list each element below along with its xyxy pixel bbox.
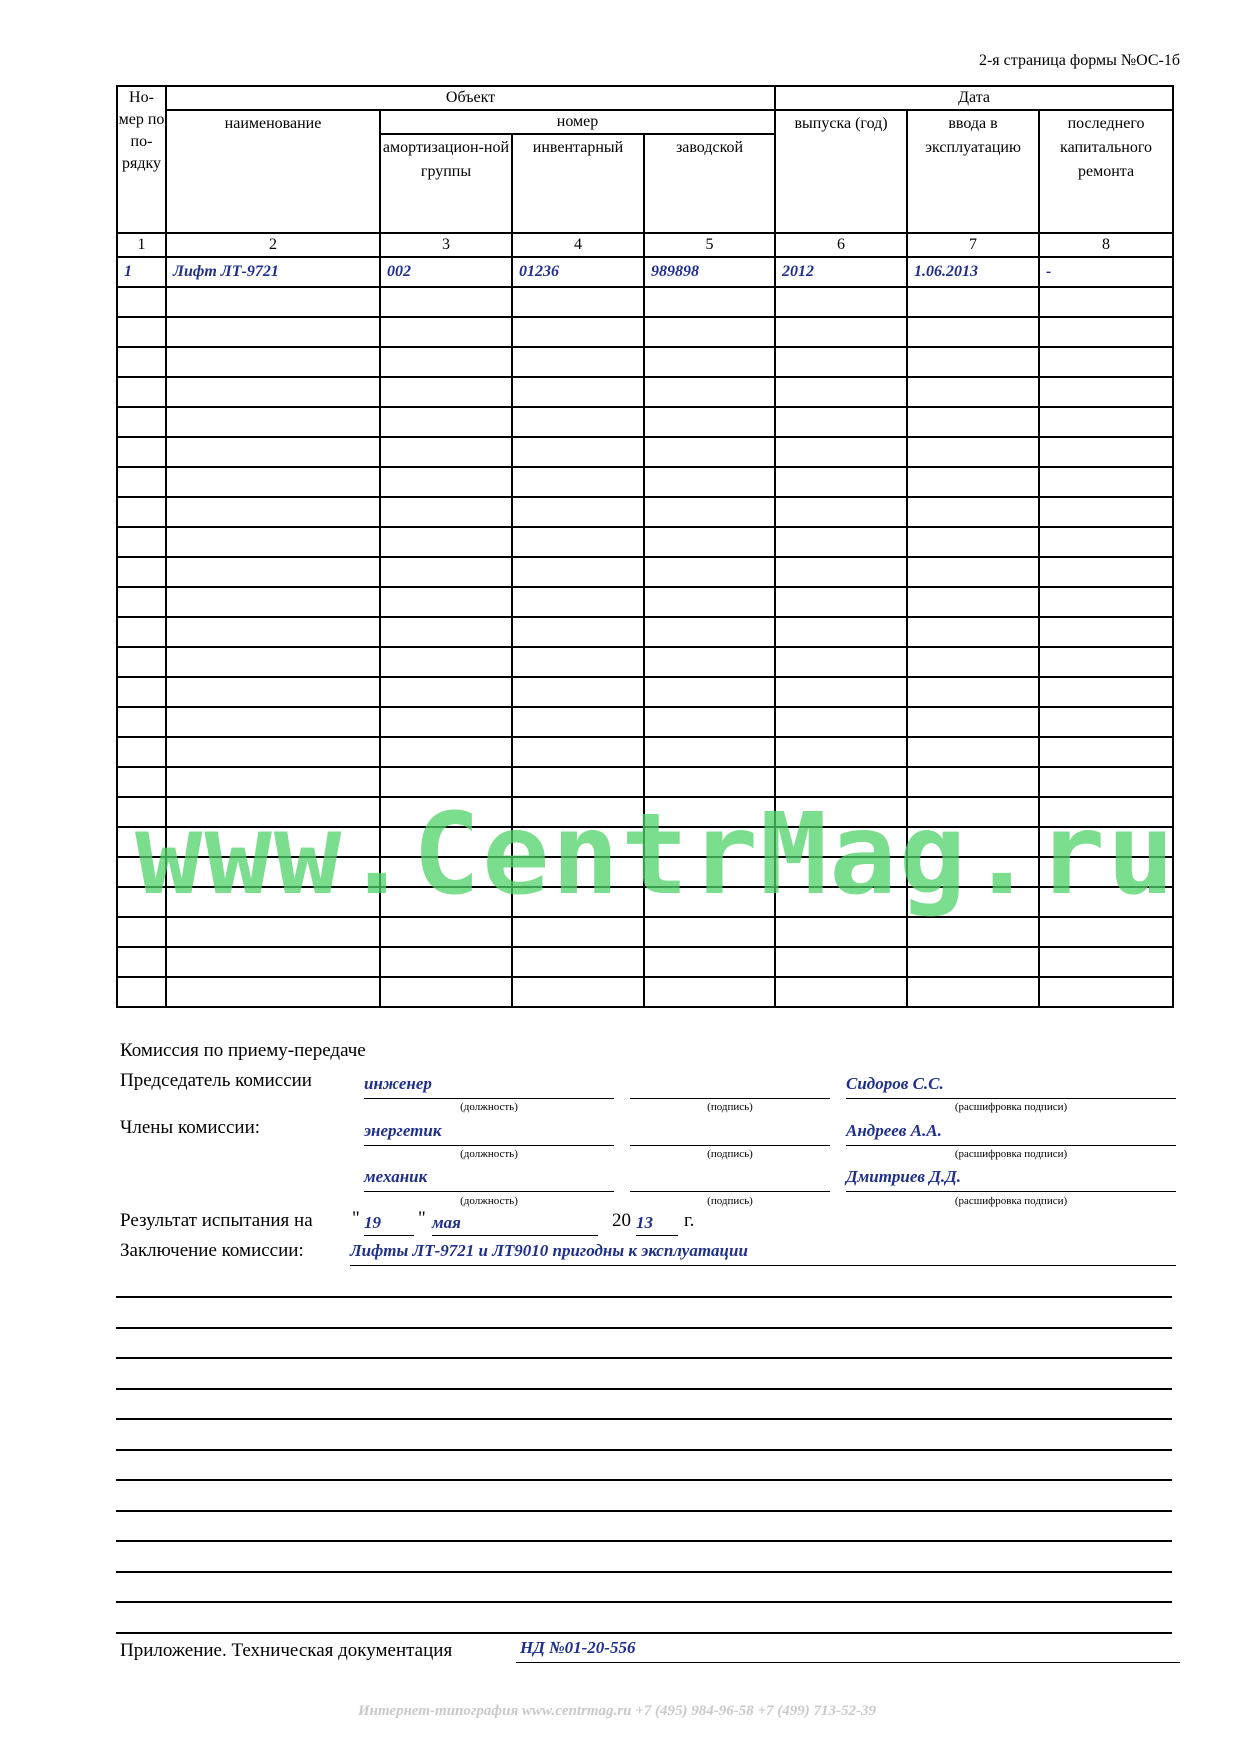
conclusion-line[interactable] [116, 1540, 1172, 1542]
col-number: 7 [907, 233, 1039, 257]
table-row [117, 677, 1173, 707]
chairman-signature-field[interactable] [630, 1074, 830, 1099]
table-row [117, 527, 1173, 557]
table-cell[interactable] [775, 647, 907, 677]
table-cell[interactable] [117, 977, 166, 1007]
conclusion-line[interactable] [116, 1327, 1172, 1329]
header-number: номер [380, 110, 775, 134]
table-cell[interactable]: 1 [117, 257, 166, 287]
table-cell[interactable] [117, 947, 166, 977]
caption-position: (должность) [460, 1195, 518, 1207]
test-year-field[interactable]: 13 [636, 1213, 678, 1236]
table-cell[interactable] [166, 647, 380, 677]
table-cell[interactable] [117, 527, 166, 557]
table-cell[interactable]: Лифт ЛТ-9721 [166, 257, 380, 287]
table-cell[interactable] [907, 437, 1039, 467]
table-cell[interactable] [512, 557, 644, 587]
commission-title: Комиссия по приему-передаче [120, 1040, 366, 1061]
table-cell[interactable] [166, 557, 380, 587]
caption-position: (должность) [460, 1101, 518, 1113]
member2-name-field[interactable]: Дмитриев Д.Д. [846, 1167, 1176, 1192]
table-cell[interactable] [380, 497, 512, 527]
table-row [117, 287, 1173, 317]
table-cell[interactable] [1039, 467, 1173, 497]
conclusion-line[interactable] [116, 1449, 1172, 1451]
table-cell[interactable] [117, 557, 166, 587]
table-cell[interactable] [644, 497, 775, 527]
table-row [117, 467, 1173, 497]
table-cell[interactable] [380, 527, 512, 557]
table-row [117, 407, 1173, 437]
table-cell[interactable]: - [1039, 257, 1173, 287]
table-cell[interactable] [512, 587, 644, 617]
table-cell[interactable] [380, 557, 512, 587]
table-row [117, 257, 1173, 287]
conclusion-line[interactable] [116, 1479, 1172, 1481]
table-cell[interactable] [117, 497, 166, 527]
table-cell[interactable] [775, 527, 907, 557]
test-year-suffix: г. [684, 1210, 695, 1231]
conclusion-label: Заключение комиссии: [120, 1240, 304, 1261]
table-row [117, 707, 1173, 737]
table-cell[interactable] [1039, 497, 1173, 527]
table-cell[interactable] [775, 917, 907, 947]
table-cell[interactable] [644, 437, 775, 467]
table-cell[interactable] [117, 707, 166, 737]
caption-decode: (расшифровка подписи) [954, 1195, 1068, 1207]
table-cell[interactable] [117, 677, 166, 707]
caption-decode: (расшифровка подписи) [954, 1101, 1068, 1113]
test-day-field[interactable]: 19 [364, 1213, 414, 1236]
table-cell[interactable] [166, 617, 380, 647]
col-number: 5 [644, 233, 775, 257]
table-cell[interactable] [644, 347, 775, 377]
conclusion-line[interactable] [116, 1296, 1172, 1298]
table-cell[interactable] [775, 977, 907, 1007]
table-cell[interactable] [380, 437, 512, 467]
table-cell[interactable] [117, 737, 166, 767]
table-cell[interactable] [907, 677, 1039, 707]
table-cell[interactable] [775, 467, 907, 497]
header-date: Дата [775, 86, 1173, 110]
table-cell[interactable] [775, 377, 907, 407]
table-cell[interactable] [644, 647, 775, 677]
table-cell[interactable] [117, 317, 166, 347]
caption-decode: (расшифровка подписи) [954, 1148, 1068, 1160]
table-cell[interactable] [380, 587, 512, 617]
conclusion-field[interactable]: Лифты ЛТ-9721 и ЛТ9010 пригодны к эксплуатации [350, 1241, 1176, 1266]
appendix-field[interactable]: НД №01-20-556 [516, 1638, 1180, 1663]
table-cell[interactable] [380, 647, 512, 677]
table-cell[interactable] [1039, 347, 1173, 377]
table-cell[interactable] [380, 377, 512, 407]
table-cell[interactable] [644, 677, 775, 707]
table-cell[interactable] [380, 287, 512, 317]
table-cell[interactable] [907, 947, 1039, 977]
conclusion-line[interactable] [116, 1510, 1172, 1512]
chairman-position-field[interactable]: инженер [364, 1074, 614, 1099]
table-cell[interactable] [512, 287, 644, 317]
table-cell[interactable]: 1.06.2013 [907, 257, 1039, 287]
header-inventory: инвентарный [512, 134, 644, 233]
table-cell[interactable] [166, 677, 380, 707]
table-cell[interactable] [380, 677, 512, 707]
table-cell[interactable] [907, 587, 1039, 617]
conclusion-line[interactable] [116, 1571, 1172, 1573]
table-cell[interactable] [907, 347, 1039, 377]
table-row [117, 347, 1173, 377]
table-cell[interactable] [512, 947, 644, 977]
table-cell[interactable] [512, 737, 644, 767]
col-number: 2 [166, 233, 380, 257]
table-cell[interactable] [166, 947, 380, 977]
table-cell[interactable] [907, 407, 1039, 437]
header-commissioning: ввода в эксплуатацию [907, 110, 1039, 233]
table-cell[interactable] [1039, 947, 1173, 977]
members-label: Члены комиссии: [120, 1117, 261, 1138]
table-cell[interactable] [907, 917, 1039, 947]
table-cell[interactable] [166, 707, 380, 737]
table-cell[interactable] [907, 557, 1039, 587]
col-number: 8 [1039, 233, 1173, 257]
table-cell[interactable] [644, 407, 775, 437]
test-century: 20 [612, 1210, 631, 1231]
form-page-label: 2-я страница формы №ОС-1б [978, 52, 1180, 69]
table-cell[interactable] [1039, 707, 1173, 737]
table-cell[interactable] [166, 377, 380, 407]
caption-position: (должность) [460, 1148, 518, 1160]
table-cell[interactable] [512, 917, 644, 947]
table-cell[interactable] [1039, 587, 1173, 617]
table-cell[interactable] [1039, 317, 1173, 347]
table-cell[interactable] [907, 737, 1039, 767]
table-cell[interactable]: 002 [380, 257, 512, 287]
table-cell[interactable] [117, 287, 166, 317]
table-cell[interactable] [775, 587, 907, 617]
table-cell[interactable] [512, 527, 644, 557]
member2-signature-field[interactable] [630, 1167, 830, 1192]
table-cell[interactable] [1039, 287, 1173, 317]
table-cell[interactable] [1039, 677, 1173, 707]
table-cell[interactable] [644, 587, 775, 617]
table-cell[interactable] [117, 647, 166, 677]
table-row [117, 917, 1173, 947]
table-cell[interactable] [117, 917, 166, 947]
table-row [117, 557, 1173, 587]
table-cell[interactable] [644, 317, 775, 347]
appendix-label: Приложение. Техническая документация [120, 1640, 453, 1661]
table-cell[interactable] [166, 317, 380, 347]
table-cell[interactable] [775, 437, 907, 467]
header-issue-year: выпуска (год) [775, 110, 907, 233]
member1-signature-field[interactable] [630, 1121, 830, 1146]
table-cell[interactable] [775, 287, 907, 317]
table-cell[interactable]: 2012 [775, 257, 907, 287]
table-row [117, 647, 1173, 677]
table-cell[interactable] [117, 617, 166, 647]
table-cell[interactable]: 989898 [644, 257, 775, 287]
table-cell[interactable] [907, 497, 1039, 527]
table-cell[interactable] [644, 467, 775, 497]
table-row [117, 437, 1173, 467]
table-cell[interactable] [512, 467, 644, 497]
member2-position-field[interactable]: механик [364, 1167, 614, 1192]
table-cell[interactable] [512, 317, 644, 347]
table-cell[interactable] [644, 707, 775, 737]
table-cell[interactable] [166, 737, 380, 767]
table-cell[interactable] [907, 527, 1039, 557]
table-row [117, 947, 1173, 977]
col-number: 4 [512, 233, 644, 257]
table-cell[interactable] [644, 917, 775, 947]
member1-name-field[interactable]: Андреев А.А. [846, 1121, 1176, 1146]
table-cell[interactable] [907, 707, 1039, 737]
table-cell[interactable] [512, 407, 644, 437]
table-cell[interactable] [907, 467, 1039, 497]
table-cell[interactable] [1039, 377, 1173, 407]
table-cell[interactable] [512, 377, 644, 407]
conclusion-line[interactable] [116, 1388, 1172, 1390]
table-cell[interactable] [512, 647, 644, 677]
table-cell[interactable] [644, 737, 775, 767]
table-cell[interactable] [644, 527, 775, 557]
table-cell[interactable] [166, 917, 380, 947]
table-cell[interactable] [117, 467, 166, 497]
table-cell[interactable] [166, 407, 380, 437]
header-factory: заводской [644, 134, 775, 233]
table-cell[interactable] [166, 977, 380, 1007]
table-row [117, 317, 1173, 347]
table-row [117, 617, 1173, 647]
table-cell[interactable]: 01236 [512, 257, 644, 287]
header-amort-group: амортизацион-ной группы [380, 134, 512, 233]
table-row [117, 497, 1173, 527]
table-cell[interactable] [775, 707, 907, 737]
col-number: 6 [775, 233, 907, 257]
table-cell[interactable] [907, 317, 1039, 347]
table-cell[interactable] [512, 977, 644, 1007]
table-cell[interactable] [117, 587, 166, 617]
table-cell[interactable] [380, 317, 512, 347]
table-cell[interactable] [1039, 557, 1173, 587]
table-cell[interactable] [512, 677, 644, 707]
table-cell[interactable] [166, 527, 380, 557]
table-cell[interactable] [1039, 647, 1173, 677]
footer-contacts: Интернет-типография www.centrmag.ru +7 (495) 984-96-58 +7 (499) 713-52-39 [357, 1703, 877, 1719]
table-cell[interactable] [907, 287, 1039, 317]
table-cell[interactable] [775, 317, 907, 347]
table-cell[interactable] [644, 557, 775, 587]
header-object: Объект [166, 86, 775, 110]
quote-open: " [352, 1208, 360, 1229]
table-cell[interactable] [1039, 527, 1173, 557]
caption-signature: (подпись) [707, 1195, 753, 1207]
table-cell[interactable] [775, 497, 907, 527]
table-cell[interactable] [775, 407, 907, 437]
table-cell[interactable] [644, 977, 775, 1007]
table-cell[interactable] [1039, 917, 1173, 947]
test-month-field[interactable]: мая [432, 1213, 598, 1236]
chairman-name-field[interactable]: Сидоров С.С. [846, 1074, 1176, 1099]
table-cell[interactable] [775, 557, 907, 587]
header-row-number: Но-мер по по-рядку [117, 86, 166, 233]
conclusion-line[interactable] [116, 1632, 1172, 1634]
conclusion-line[interactable] [116, 1418, 1172, 1420]
table-cell[interactable] [775, 947, 907, 977]
table-row [117, 377, 1173, 407]
table-cell[interactable] [166, 587, 380, 617]
table-row [117, 977, 1173, 1007]
table-cell[interactable] [1039, 737, 1173, 767]
table-cell[interactable] [166, 287, 380, 317]
table-cell[interactable] [775, 677, 907, 707]
table-cell[interactable] [117, 377, 166, 407]
table-cell[interactable] [775, 617, 907, 647]
table-cell[interactable] [117, 407, 166, 437]
table-cell[interactable] [907, 377, 1039, 407]
table-cell[interactable] [166, 467, 380, 497]
caption-signature: (подпись) [707, 1101, 753, 1113]
table-cell[interactable] [380, 467, 512, 497]
table-cell[interactable] [380, 737, 512, 767]
table-cell[interactable] [117, 347, 166, 377]
conclusion-line[interactable] [116, 1357, 1172, 1359]
table-cell[interactable] [1039, 407, 1173, 437]
table-cell[interactable] [166, 497, 380, 527]
table-cell[interactable] [1039, 977, 1173, 1007]
table-cell[interactable] [1039, 617, 1173, 647]
table-cell[interactable] [380, 977, 512, 1007]
table-cell[interactable] [644, 947, 775, 977]
table-row [117, 587, 1173, 617]
header-name: наименование [166, 110, 380, 233]
table-cell[interactable] [380, 347, 512, 377]
table-cell[interactable] [380, 407, 512, 437]
table-cell[interactable] [166, 347, 380, 377]
conclusion-line[interactable] [116, 1601, 1172, 1603]
table-cell[interactable] [775, 347, 907, 377]
table-cell[interactable] [166, 437, 380, 467]
table-cell[interactable] [380, 617, 512, 647]
table-cell[interactable] [512, 497, 644, 527]
test-result-label: Результат испытания на [120, 1210, 313, 1231]
table-row [117, 737, 1173, 767]
table-cell[interactable] [512, 437, 644, 467]
chairman-label: Председатель комиссии [120, 1070, 312, 1091]
caption-signature: (подпись) [707, 1148, 753, 1160]
table-cell[interactable] [380, 707, 512, 737]
table-cell[interactable] [380, 917, 512, 947]
table-cell[interactable] [907, 647, 1039, 677]
table-cell[interactable] [512, 617, 644, 647]
table-cell[interactable] [644, 287, 775, 317]
table-cell[interactable] [775, 737, 907, 767]
table-cell[interactable] [380, 947, 512, 977]
table-cell[interactable] [907, 617, 1039, 647]
header-last-repair: последнего капитального ремонта [1039, 110, 1173, 233]
quote-close: " [418, 1208, 426, 1229]
table-cell[interactable] [644, 617, 775, 647]
member1-position-field[interactable]: энергетик [364, 1121, 614, 1146]
col-number: 3 [380, 233, 512, 257]
watermark: www.CentrMag.ru [135, 790, 1177, 920]
table-cell[interactable] [512, 347, 644, 377]
table-cell[interactable] [512, 707, 644, 737]
table-cell[interactable] [117, 437, 166, 467]
col-number: 1 [117, 233, 166, 257]
table-cell[interactable] [907, 977, 1039, 1007]
table-cell[interactable] [1039, 437, 1173, 467]
table-cell[interactable] [644, 377, 775, 407]
